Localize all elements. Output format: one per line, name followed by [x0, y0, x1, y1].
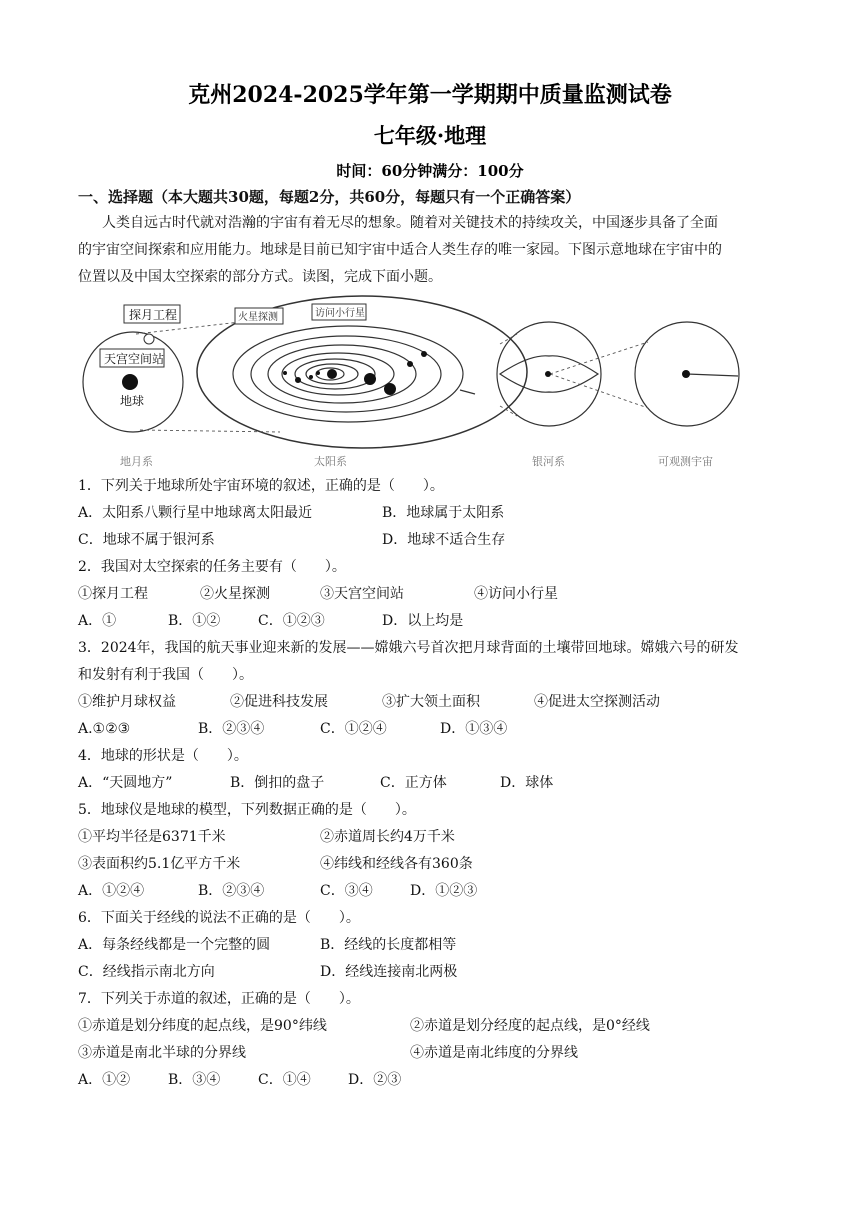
q7-item-4: ④赤道是南北纬度的分界线: [410, 1045, 578, 1061]
tiangong-label: 天宫空间站: [104, 352, 165, 366]
q7-item-2: ②赤道是划分经度的起点线，是0°经线: [410, 1018, 650, 1034]
q2-item-2: ②火星探测: [200, 586, 270, 602]
q2-option-b[interactable]: B．①②: [168, 613, 221, 629]
q3-option-c[interactable]: C．①②④: [320, 721, 387, 737]
caption-universe: 可观测宇宙: [658, 455, 713, 468]
caption-galaxy: 银河系: [532, 455, 565, 468]
section-heading: 一、选择题（本大题共30题，每题2分，共60分，每题只有一个正确答案）: [78, 188, 581, 206]
q5-option-a[interactable]: A．①②④: [78, 883, 145, 899]
lunar-program-label: 探月工程: [129, 308, 178, 322]
exam-subtitle: 七年级·地理: [373, 123, 487, 148]
q3-item-2: ②促进科技发展: [230, 694, 328, 710]
q4-option-c[interactable]: C．正方体: [380, 775, 447, 791]
q1-stem: 1．下列关于地球所处宇宙环境的叙述，正确的是（ ）。: [78, 478, 444, 494]
q2-option-c[interactable]: C．①②③: [258, 613, 325, 629]
q7-option-a[interactable]: A．①②: [78, 1072, 131, 1088]
intro-line-1: 人类自远古时代就对浩瀚的宇宙有着无尽的想象。随着对关键技术的持续攻关，中国逐步具备了全面: [102, 215, 718, 231]
q3-option-d[interactable]: D．①③④: [440, 721, 508, 737]
moon-dot: [144, 334, 154, 344]
q7-option-d[interactable]: D．②③: [348, 1072, 402, 1088]
universe-figure: [80, 294, 745, 472]
q7-item-3: ③赤道是南北半球的分界线: [78, 1045, 246, 1061]
q6-option-a[interactable]: A．每条经线都是一个完整的圆: [78, 937, 271, 953]
exam-time-info: 时间：60分钟满分：100分: [336, 162, 524, 180]
exam-title: 克州2024-2025学年第一学期期中质量监测试卷: [188, 82, 672, 108]
q6-option-c[interactable]: C．经线指示南北方向: [78, 964, 215, 980]
q7-option-b[interactable]: B．③④: [168, 1072, 221, 1088]
earth-dot: [122, 374, 138, 390]
q6-option-d[interactable]: D．经线连接南北两极: [320, 964, 458, 980]
q5-option-d[interactable]: D．①②③: [410, 883, 478, 899]
earth-label: 地球: [120, 394, 145, 408]
q1-option-a[interactable]: A．太阳系八颗行星中地球离太阳最近: [78, 505, 313, 521]
q6-stem: 6．下面关于经线的说法不正确的是（ ）。: [78, 910, 360, 926]
q5-item-2: ②赤道周长约4万千米: [320, 829, 455, 845]
q3-option-a[interactable]: A.①②③: [78, 721, 131, 737]
q5-item-1: ①平均半径是6371千米: [78, 829, 226, 845]
q5-option-c[interactable]: C．③④: [320, 883, 373, 899]
asteroid-label: 访问小行星: [315, 308, 365, 319]
caption-earth-moon: 地月系: [120, 455, 153, 468]
q3-item-1: ①维护月球权益: [78, 694, 176, 710]
q3-item-4: ④促进太空探测活动: [534, 694, 660, 710]
q3-stem-cont: 和发射有利于我国（ ）。: [78, 667, 253, 683]
q5-option-b[interactable]: B．②③④: [198, 883, 265, 899]
q4-option-b[interactable]: B．倒扣的盘子: [230, 775, 325, 791]
q1-option-c[interactable]: C．地球不属于银河系: [78, 532, 215, 548]
intro-line-2: 的宇宙空间探索和应用能力。地球是目前已知宇宙中适合人类生存的唯一家园。下图示意地球在宇宙中的: [78, 242, 722, 258]
q3-option-b[interactable]: B．②③④: [198, 721, 265, 737]
q2-item-4: ④访问小行星: [474, 586, 558, 602]
q1-option-d[interactable]: D．地球不适合生存: [382, 532, 506, 548]
q5-item-3: ③表面积约5.1亿平方千米: [78, 856, 241, 872]
q5-item-4: ④纬线和经线各有360条: [320, 856, 473, 872]
q6-option-b[interactable]: B．经线的长度都相等: [320, 937, 457, 953]
q2-item-1: ①探月工程: [78, 586, 148, 602]
intro-line-3: 位置以及中国太空探索的部分方式。读图，完成下面小题。: [78, 269, 442, 285]
q7-stem: 7．下列关于赤道的叙述，正确的是（ ）。: [78, 991, 360, 1007]
q2-option-a[interactable]: A．①: [78, 613, 117, 629]
q2-option-d[interactable]: D．以上均是: [382, 613, 464, 629]
sun-dot: [327, 369, 337, 379]
q2-stem: 2．我国对太空探索的任务主要有（ ）。: [78, 559, 346, 575]
q4-option-a[interactable]: A．“天圆地方”: [78, 775, 173, 791]
q4-option-d[interactable]: D．球体: [500, 775, 554, 791]
q5-stem: 5．地球仪是地球的模型，下列数据正确的是（ ）。: [78, 802, 416, 818]
galaxy-sun-dot: [545, 371, 551, 377]
q3-item-3: ③扩大领土面积: [382, 694, 480, 710]
q7-item-1: ①赤道是划分纬度的起点线，是90°纬线: [78, 1018, 327, 1034]
q3-stem: 3．2024年，我国的航天事业迎来新的发展——嫦娥六号首次把月球背面的土壤带回地球。嫦娥六号的研发: [78, 640, 739, 656]
caption-solar-system: 太阳系: [314, 455, 347, 468]
universe-diagram: [80, 294, 745, 472]
universe-galaxy-dot: [682, 370, 690, 378]
q4-stem: 4．地球的形状是（ ）。: [78, 748, 248, 764]
q2-item-3: ③天宫空间站: [320, 586, 404, 602]
mars-label: 火星探测: [238, 312, 278, 323]
q1-option-b[interactable]: B．地球属于太阳系: [382, 505, 505, 521]
q7-option-c[interactable]: C．①④: [258, 1072, 311, 1088]
